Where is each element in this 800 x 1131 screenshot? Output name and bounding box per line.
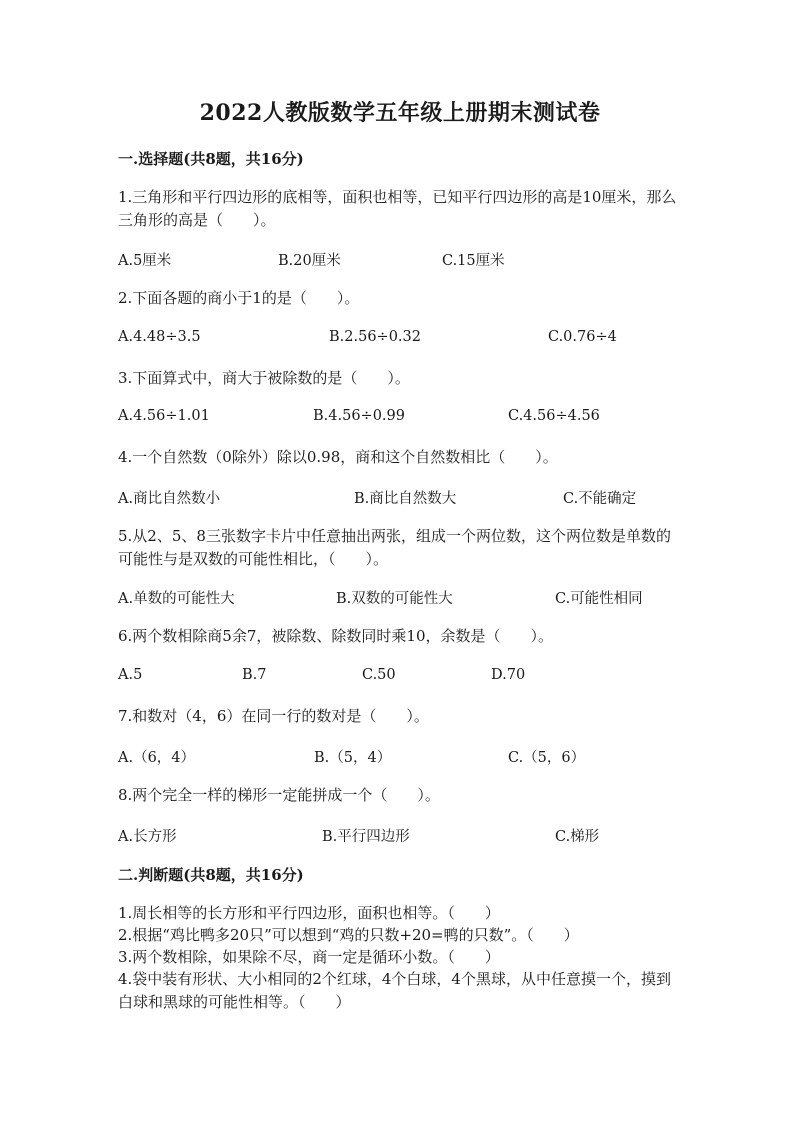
option-c: C.（5，6） [508, 750, 586, 766]
section-heading-judgement: 二.判断题(共8题，共16分) [118, 866, 304, 884]
question-3: 3.下面算式中，商大于被除数的是（ ）。 [118, 369, 410, 387]
question-3-options [118, 408, 678, 430]
option-c: C.可能性相同 [555, 591, 643, 607]
option-b: B.平行四边形 [322, 829, 410, 845]
option-a: A.4.48÷3.5 [118, 329, 201, 345]
question-6-options [118, 667, 678, 689]
option-b: B.双数的可能性大 [336, 591, 453, 607]
option-a: A.4.56÷1.01 [118, 408, 210, 424]
judgement-4: 4.袋中装有形状、大小相同的2个红球，4个白球，4个黑球，从中任意摸一个，摸到白球和黑球的可能性相等。（ ） [118, 970, 671, 1011]
question-7-options [118, 746, 678, 768]
option-c: C.4.56÷4.56 [508, 408, 600, 424]
question-5: 5.从2、5、8三张数字卡片中任意抽出两张，组成一个两位数，这个两位数是单数的可能性与是双数的可能性相比，（ ）。 [118, 527, 671, 568]
question-1-options [118, 249, 678, 271]
option-a: A.5 [118, 667, 143, 683]
judgement-3: 3.两个数相除，如果除不尽，商一定是循环小数。（ ） [118, 948, 500, 966]
option-a: A.长方形 [118, 829, 177, 845]
option-b: B.（5，4） [314, 750, 392, 766]
option-b: B.商比自然数大 [354, 491, 457, 507]
question-2-options [118, 329, 678, 351]
option-b: B.20厘米 [278, 253, 341, 269]
option-a: A.商比自然数小 [118, 491, 221, 507]
option-a: A.（6，4） [118, 750, 196, 766]
judgement-2: 2.根据“鸡比鸭多20只”可以想到“鸡的只数+20=鸭的只数”。（ ） [118, 926, 579, 944]
option-c: C.50 [362, 667, 396, 683]
option-d: D.70 [491, 667, 526, 683]
option-b: B.4.56÷0.99 [313, 408, 405, 424]
question-5-options [118, 587, 678, 609]
question-6: 6.两个数相除商5余7，被除数、除数同时乘10，余数是（ ）。 [118, 627, 553, 645]
option-b: B.2.56÷0.32 [329, 329, 421, 345]
question-8: 8.两个完全一样的梯形一定能拼成一个（ ）。 [118, 786, 440, 804]
option-c: C.0.76÷4 [548, 329, 617, 345]
section-heading-choice: 一.选择题(共8题，共16分) [118, 150, 304, 168]
option-a: A.5厘米 [118, 253, 172, 269]
question-8-options [118, 825, 678, 847]
question-4-options [118, 487, 678, 509]
question-1: 1.三角形和平行四边形的底相等，面积也相等，已知平行四边形的高是10厘米，那么三角形的高是（ ）。 [118, 188, 677, 229]
option-b: B.7 [242, 667, 267, 683]
question-2: 2.下面各题的商小于1的是（ ）。 [118, 289, 360, 307]
option-c: C.不能确定 [563, 491, 637, 507]
judgement-1: 1.周长相等的长方形和平行四边形，面积也相等。（ ） [118, 904, 500, 922]
question-4: 4.一个自然数（0除外）除以0.98，商和这个自然数相比（ ）。 [118, 448, 558, 466]
question-7: 7.和数对（4，6）在同一行的数对是（ ）。 [118, 707, 429, 725]
option-a: A.单数的可能性大 [118, 591, 235, 607]
page-title: 2022人教版数学五年级上册期末测试卷 [199, 100, 601, 126]
option-c: C.15厘米 [442, 253, 505, 269]
option-c: C.梯形 [555, 829, 600, 845]
